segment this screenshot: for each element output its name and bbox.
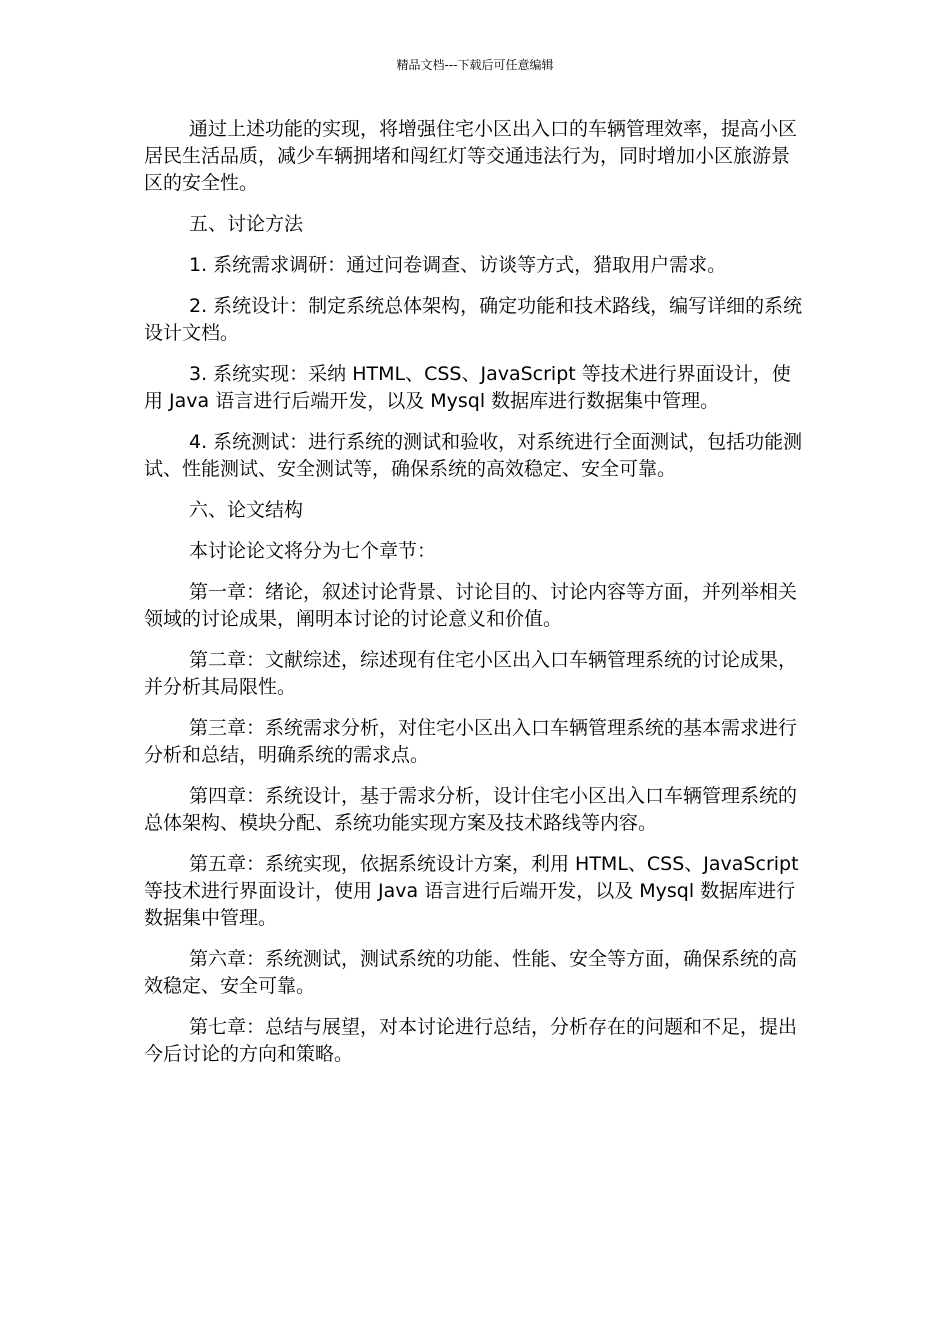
section-heading-structure: 六、论文结构 (189, 499, 304, 521)
paragraph-structure-intro: 本讨论论文将分为七个章节： (189, 540, 437, 562)
chapter-item-6: 第六章：系统测试，测试系统的功能、性能、安全等方面，确保系统的高效稳定、安全可靠。 (144, 948, 798, 997)
list-item-system-design: 2. 系统设计：制定系统总体架构，确定功能和技术路线，编写详细的系统设计文档。 (144, 295, 803, 344)
document-body (144, 116, 806, 1082)
chapter-item-2: 第二章：文献综述，综述现有住宅小区出入口车辆管理系统的讨论成果，并分析其局限性。 (144, 649, 798, 698)
list-item-requirements-survey: 1. 系统需求调研：通过问卷调查、访谈等方式，猎取用户需求。 (189, 254, 727, 276)
chapter-item-3: 第三章：系统需求分析，对住宅小区出入口车辆管理系统的基本需求进行分析和总结，明确系统的需求点。 (144, 717, 798, 766)
chapter-item-4: 第四章：系统设计，基于需求分析，设计住宅小区出入口车辆管理系统的总体架构、模块分配、系统功能实现方案及技术路线等内容。 (144, 785, 798, 834)
list-item-system-testing: 4. 系统测试：进行系统的测试和验收，对系统进行全面测试，包括功能测试、性能测试、安全测试等，确保系统的高效稳定、安全可靠。 (144, 431, 803, 480)
section-heading-methods: 五、讨论方法 (189, 213, 304, 235)
chapter-item-1: 第一章：绪论，叙述讨论背景、讨论目的、讨论内容等方面，并列举相关领域的讨论成果，阐明本讨论的讨论意义和价值。 (144, 581, 798, 630)
chapter-item-5: 第五章：系统实现，依据系统设计方案，利用 HTML、CSS、JavaScript 等技术进行界面设计，使用 Java 语言进行后端开发，以及 Mysql 数据库进行数据集中管理。 (144, 853, 799, 929)
list-item-system-implementation: 3. 系统实现：采纳 HTML、CSS、JavaScript 等技术进行界面设计，使用 Java 语言进行后端开发，以及 Mysql 数据库进行数据集中管理。 (144, 363, 791, 412)
paragraph-summary: 通过上述功能的实现，将增强住宅小区出入口的车辆管理效率，提高小区居民生活品质，减少车辆拥堵和闯红灯等交通违法行为，同时增加小区旅游景区的安全性。 (144, 118, 798, 194)
page-header: 精品文档---下载后可任意编辑 (396, 58, 554, 72)
chapter-item-7: 第七章：总结与展望，对本讨论进行总结，分析存在的问题和不足，提出今后讨论的方向和策略。 (144, 1016, 798, 1065)
